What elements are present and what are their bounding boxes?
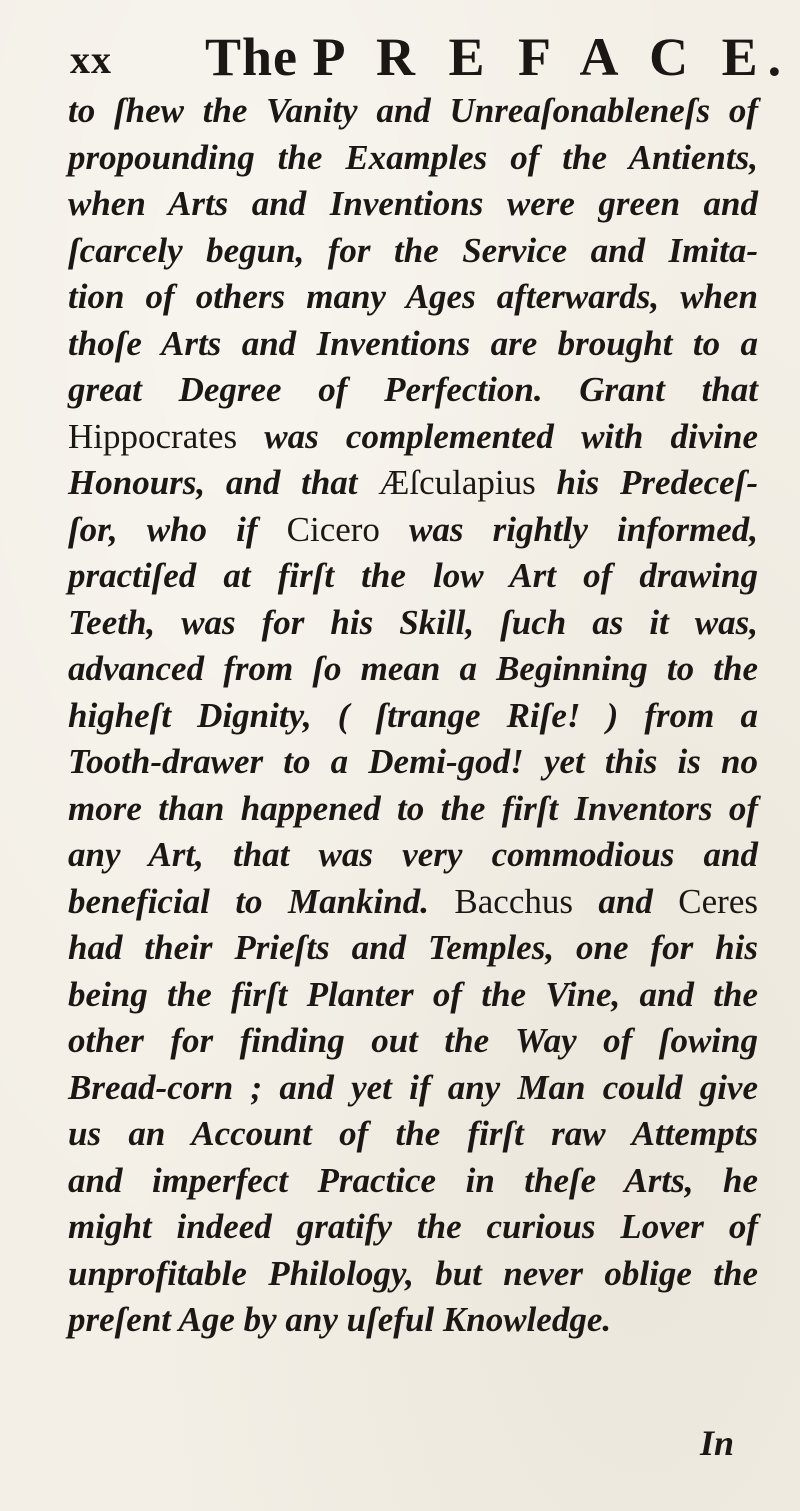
line-segment: advanced from ſo mean a Beginning to the bbox=[68, 649, 758, 688]
line-segment: higheſt Dignity, ( ſtrange Riſe! ) from a bbox=[68, 695, 758, 735]
text-line bbox=[68, 553, 758, 600]
text-line bbox=[68, 832, 758, 879]
text-line bbox=[68, 1065, 758, 1112]
body-text bbox=[68, 88, 758, 1344]
line-segment: other for finding out the Way of ſowing bbox=[68, 1021, 758, 1060]
text-line bbox=[68, 414, 758, 461]
text-line bbox=[68, 693, 758, 740]
line-segment: more than happened to the firſt Inventors of bbox=[68, 788, 758, 828]
text-line bbox=[68, 1158, 758, 1205]
text-line bbox=[68, 1018, 758, 1065]
text-line bbox=[68, 135, 758, 182]
text-line bbox=[68, 925, 758, 972]
text-line bbox=[68, 367, 758, 414]
line-segment: any Art, that was very commodious and bbox=[68, 835, 758, 874]
text-line bbox=[68, 1251, 758, 1298]
line-segment: beneficial to Mankind. bbox=[68, 881, 455, 921]
line-segment: and imperfect Practice in theſe Arts, he bbox=[68, 1160, 758, 1200]
catchword: In bbox=[700, 1423, 735, 1463]
text-line bbox=[68, 646, 758, 693]
line-segment: had their Prieſts and Temples, one for his bbox=[68, 928, 758, 967]
text-line bbox=[68, 507, 758, 554]
line-segment: and bbox=[572, 881, 679, 921]
line-segment: Teeth, was for his Skill, ſuch as it was, bbox=[68, 602, 758, 642]
line-segment: was complemented with divine bbox=[237, 416, 758, 456]
text-line bbox=[68, 88, 758, 135]
line-segment: unprofitable Philology, but never oblige the bbox=[68, 1253, 758, 1293]
line-segment: when Arts and Inventions were green and bbox=[68, 184, 758, 223]
text-line bbox=[68, 274, 758, 321]
line-segment: us an Account of the firſt raw Attempts bbox=[68, 1114, 758, 1153]
text-line bbox=[68, 181, 758, 228]
running-head-preface: P R E F A C E. bbox=[312, 27, 792, 87]
running-head bbox=[205, 26, 791, 88]
page-header bbox=[70, 22, 792, 87]
text-line bbox=[68, 600, 758, 647]
line-segment: ſcarcely begun, for the Service and Imita- bbox=[68, 230, 758, 270]
text-line bbox=[68, 786, 758, 833]
line-segment: Honours, and that bbox=[68, 463, 379, 502]
proper-name: Æſculapius bbox=[378, 463, 536, 502]
line-segment: Tooth-drawer to a Demi-god! yet this is no bbox=[68, 742, 758, 781]
text-line bbox=[68, 1297, 758, 1344]
line-segment: tion of others many Ages afterwards, when bbox=[68, 277, 758, 316]
line-segment: preſent Age by any uſeful Knowledge. bbox=[68, 1300, 612, 1339]
proper-name: Hippocrates bbox=[68, 416, 238, 456]
text-line bbox=[68, 879, 758, 926]
line-segment: being the firſt Planter of the Vine, and the bbox=[68, 974, 758, 1014]
text-line bbox=[68, 321, 758, 368]
text-line bbox=[68, 739, 758, 786]
line-segment: thoſe Arts and Inventions are brought to a bbox=[68, 323, 758, 363]
line-segment: to ſhew the Vanity and Unreaſonableneſs of bbox=[68, 91, 758, 130]
text-line bbox=[68, 460, 758, 507]
running-head-the: The bbox=[205, 27, 299, 87]
line-segment: might indeed gratify the curious Lover of bbox=[68, 1207, 758, 1246]
line-segment: Bread-corn ; and yet if any Man could give bbox=[68, 1067, 758, 1107]
proper-name: Cicero bbox=[286, 509, 380, 549]
line-segment: great Degree of Perfection. Grant that bbox=[68, 370, 758, 409]
text-line bbox=[68, 1111, 758, 1158]
proper-name: Ceres bbox=[678, 881, 758, 921]
text-line bbox=[68, 972, 758, 1019]
line-segment: ſor, who if bbox=[68, 509, 287, 549]
proper-name: Bacchus bbox=[454, 881, 573, 921]
text-line bbox=[68, 228, 758, 275]
line-segment: was rightly informed, bbox=[379, 509, 758, 549]
line-segment: practiſed at firſt the low Art of drawing bbox=[68, 556, 758, 595]
line-segment: propounding the Examples of the Antients, bbox=[68, 137, 758, 177]
page-number: xx bbox=[70, 37, 112, 82]
text-line bbox=[68, 1204, 758, 1251]
line-segment: his Predeceſ- bbox=[535, 463, 758, 502]
